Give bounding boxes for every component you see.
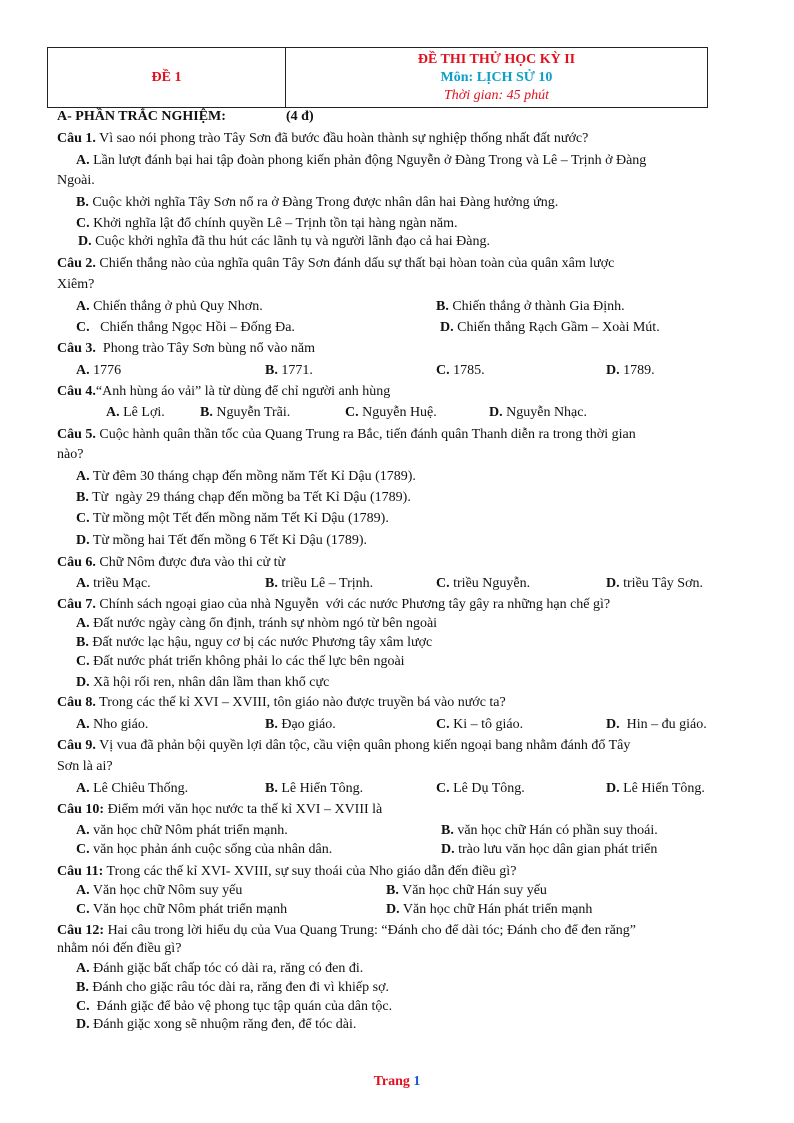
line-text: Cuộc hành quân thần tốc của Quang Trung ra Bắc, tiến đánh quân Thanh diễn ra trong thời gian: [95, 427, 636, 442]
line-label: B.: [436, 299, 449, 314]
page-number: 1: [413, 1074, 421, 1089]
line-text: Chiến thắng Rạch Gầm – Xoài Mút.: [453, 320, 660, 335]
question-line: [76, 653, 405, 671]
question-line: [57, 940, 181, 958]
line-label: B.: [265, 363, 278, 378]
line-text: Lê Lợi.: [119, 405, 165, 420]
question-line: [57, 694, 506, 712]
line-label: A.: [76, 299, 90, 314]
question-line: [76, 510, 389, 528]
line-label: Câu 11:: [57, 864, 104, 879]
question-line: [57, 801, 382, 819]
line-text: Đánh cho giặc râu tóc dài ra, răng đen đi vì khiếp sợ.: [88, 980, 389, 995]
question-line: [76, 319, 295, 337]
line-text: Hin – đu giáo.: [619, 717, 707, 732]
line-label: A.: [76, 717, 90, 732]
line-label: D.: [606, 576, 620, 591]
question-line: [265, 716, 336, 734]
question-line: [76, 998, 392, 1016]
line-label: A.: [76, 961, 90, 976]
question-line: [76, 575, 151, 593]
line-label: D.: [386, 902, 400, 917]
question-line: [106, 404, 165, 422]
line-text: nhằm nói đến điều gì?: [57, 941, 182, 956]
line-text: văn học chữ Hán có phần suy thoái.: [453, 823, 658, 838]
line-text: Văn học chữ Hán suy yếu: [398, 883, 547, 898]
line-text: Đất nước lạc hậu, nguy cơ bị các nước Phương tây xâm lược: [88, 635, 433, 650]
question-line: [76, 468, 416, 486]
question-line: [76, 152, 646, 170]
question-line: [436, 780, 525, 798]
question-line: [76, 215, 457, 233]
line-text: 1776: [89, 363, 122, 378]
question-line: [57, 922, 636, 940]
line-label: Câu 6.: [57, 555, 96, 570]
exam-time: Thời gian: 45 phút: [443, 87, 550, 103]
line-label: Câu 7.: [57, 597, 96, 612]
question-line: [265, 780, 363, 798]
line-text: Cuộc khởi nghĩa đã thu hút các lãnh tụ và người lãnh đạo cả hai Đàng.: [91, 234, 490, 249]
question-line: [76, 841, 332, 859]
question-line: [76, 960, 363, 978]
line-label: D.: [606, 781, 620, 796]
line-label: D.: [606, 363, 620, 378]
question-line: [441, 841, 657, 859]
line-text: Chiến thắng Ngọc Hồi – Đống Đa.: [89, 320, 295, 335]
question-line: [76, 194, 558, 212]
line-text: trào lưu văn học dân gian phát triển: [454, 842, 658, 857]
section-title: A- PHẦN TRẮC NGHIỆM:: [57, 109, 226, 124]
question-line: [606, 575, 703, 593]
line-text: văn học chữ Nôm phát triển mạnh.: [89, 823, 288, 838]
line-label: B.: [265, 781, 278, 796]
line-text: Ki – tô giáo.: [449, 717, 524, 732]
line-text: Lần lượt đánh bại hai tập đoàn phong kiến phản động Nguyễn ở Đàng Trong và Lê – Trịnh ở Đàng: [89, 153, 647, 168]
line-label: Câu 8.: [57, 695, 96, 710]
section-heading: [57, 108, 314, 126]
line-label: D.: [606, 717, 620, 732]
line-label: C.: [436, 363, 450, 378]
line-text: Nguyễn Nhạc.: [502, 405, 587, 420]
line-label: Câu 1.: [57, 131, 96, 146]
line-text: Văn học chữ Nôm suy yếu: [89, 883, 243, 898]
question-line: [57, 172, 95, 190]
line-text: Vì sao nói phong trào Tây Sơn đã bước đầu hoàn thành sự nghiệp thống nhất đất nước?: [95, 131, 589, 146]
line-label: A.: [76, 616, 90, 631]
question-line: [57, 276, 94, 294]
line-label: A.: [76, 781, 90, 796]
question-line: [57, 130, 588, 148]
line-text: 1771.: [277, 363, 313, 378]
question-line: [606, 716, 707, 734]
line-text: Lê Chiêu Thống.: [89, 781, 189, 796]
line-label: A.: [76, 153, 90, 168]
line-text: Chữ Nôm được đưa vào thi cử từ: [95, 555, 286, 570]
line-text: Nho giáo.: [89, 717, 149, 732]
question-line: [76, 716, 148, 734]
line-text: Từ mồng hai Tết đến mồng 6 Tết Kỉ Dậu (1789).: [89, 533, 368, 548]
question-line: [265, 575, 373, 593]
line-label: C.: [436, 717, 450, 732]
question-line: [76, 298, 263, 316]
question-line: [265, 362, 313, 380]
line-label: C.: [76, 216, 90, 231]
exam-title: ĐỀ THI THỬ HỌC KỲ II: [417, 51, 576, 67]
question-line: [441, 822, 658, 840]
line-text: Nguyễn Trãi.: [212, 405, 291, 420]
line-text: Lê Dụ Tông.: [449, 781, 525, 796]
line-label: Câu 12:: [57, 923, 105, 938]
line-text: Chiến thắng ở thành Gia Định.: [448, 299, 625, 314]
question-line: [606, 780, 705, 798]
line-label: D.: [78, 234, 92, 249]
line-label: B.: [265, 576, 278, 591]
line-text: Đạo giáo.: [277, 717, 336, 732]
question-line: [57, 554, 285, 572]
line-text: Nguyễn Huệ.: [358, 405, 437, 420]
question-line: [606, 362, 655, 380]
line-label: A.: [76, 576, 90, 591]
line-text: “Anh hùng áo vải” là từ dùng để chỉ người anh hùng: [95, 384, 391, 399]
question-line: [57, 255, 614, 273]
line-label: Câu 5.: [57, 427, 96, 442]
question-line: [57, 383, 390, 401]
question-line: [76, 634, 432, 652]
line-label: D.: [489, 405, 503, 420]
line-text: Lê Hiển Tông.: [277, 781, 364, 796]
line-label: C.: [76, 902, 90, 917]
question-line: [76, 822, 288, 840]
question-line: [436, 298, 625, 316]
line-label: A.: [76, 363, 90, 378]
question-line: [440, 319, 660, 337]
line-text: Từ đêm 30 tháng chạp đến mồng năm Tết Kỉ Dậu (1789).: [89, 469, 416, 484]
question-line: [57, 596, 610, 614]
question-line: [57, 426, 636, 444]
line-label: D.: [76, 1017, 90, 1032]
question-line: [436, 575, 530, 593]
page-footer: [0, 1074, 794, 1090]
question-line: [76, 979, 389, 997]
line-text: triều Nguyễn.: [449, 576, 531, 591]
line-text: Từ mồng một Tết đến mồng năm Tết Kỉ Dậu (1789).: [89, 511, 389, 526]
question-line: [57, 446, 83, 464]
line-text: Hai câu trong lời hiểu dụ của Vua Quang Trung: “Đánh cho để dài tóc; Đánh cho để đen răng”: [104, 923, 637, 938]
line-label: B.: [76, 490, 89, 505]
line-label: C.: [345, 405, 359, 420]
line-label: C.: [436, 781, 450, 796]
line-text: triều Lê – Trịnh.: [277, 576, 374, 591]
line-text: Văn học chữ Hán phát triển mạnh: [399, 902, 593, 917]
page-label: Trang: [373, 1074, 410, 1089]
line-label: Câu 2.: [57, 256, 96, 271]
line-text: Trong các thế kỉ XVI – XVIII, tôn giáo nào được truyền bá vào nước ta?: [95, 695, 506, 710]
line-text: Sơn là ai?: [57, 759, 113, 774]
question-line: [76, 780, 188, 798]
line-label: Câu 10:: [57, 802, 105, 817]
line-label: B.: [386, 883, 399, 898]
line-label: C.: [76, 320, 90, 335]
line-text: Trong các thế kỉ XVI- XVIII, sự suy thoái của Nho giáo dẫn đến điều gì?: [103, 864, 517, 879]
section-points: (4 đ): [286, 109, 314, 124]
line-text: Phong trào Tây Sơn bùng nổ vào năm: [95, 341, 315, 356]
line-text: Vị vua đã phản bội quyền lợi dân tộc, cầu viện quân phong kiến ngoại bang nhằm đánh đổ Tây: [95, 738, 631, 753]
question-line: [76, 901, 287, 919]
line-text: Chiến thắng nào của nghĩa quân Tây Sơn đánh dấu sự thất bại hòan toàn của quân xâm lược: [95, 256, 615, 271]
question-line: [489, 404, 587, 422]
line-text: Từ ngày 29 tháng chạp đến mồng ba Tết Kỉ Dậu (1789).: [88, 490, 411, 505]
question-line: [57, 863, 516, 881]
question-line: [345, 404, 437, 422]
line-label: B.: [200, 405, 213, 420]
question-line: [436, 362, 485, 380]
line-text: Lê Hiến Tông.: [619, 781, 705, 796]
line-label: C.: [76, 842, 90, 857]
line-label: B.: [76, 635, 89, 650]
question-line: [57, 737, 630, 755]
line-label: A.: [76, 469, 90, 484]
line-text: 1785.: [449, 363, 485, 378]
line-label: D.: [76, 675, 90, 690]
line-label: D.: [440, 320, 454, 335]
line-text: Khởi nghĩa lật đổ chính quyền Lê – Trịnh tồn tại hàng ngàn năm.: [89, 216, 458, 231]
question-line: [76, 1016, 356, 1034]
line-text: Chính sách ngoại giao của nhà Nguyễn với các nước Phương tây gây ra những hạn chế gì?: [95, 597, 611, 612]
question-line: [76, 532, 367, 550]
exam-title-block: [286, 48, 707, 107]
line-label: B.: [76, 980, 89, 995]
line-text: văn học phản ánh cuộc sống của nhân dân.: [89, 842, 333, 857]
question-line: [76, 674, 329, 692]
question-line: [76, 489, 411, 507]
line-text: Xiêm?: [57, 277, 95, 292]
exam-header-box: [47, 47, 708, 108]
line-label: B.: [76, 195, 89, 210]
line-label: B.: [441, 823, 454, 838]
line-label: Câu 4.: [57, 384, 96, 399]
question-line: [76, 882, 242, 900]
line-text: Đánh giặc bất chấp tóc có dài ra, răng có đen đi.: [89, 961, 364, 976]
line-label: C.: [436, 576, 450, 591]
question-line: [436, 716, 523, 734]
line-text: triều Tây Sơn.: [619, 576, 703, 591]
question-line: [386, 882, 547, 900]
line-text: Đất nước ngày càng ổn định, tránh sự nhòm ngó từ bên ngoài: [89, 616, 438, 631]
line-text: Xã hội rối ren, nhân dân lầm than khổ cực: [89, 675, 330, 690]
line-label: A.: [106, 405, 120, 420]
line-text: triều Mạc.: [89, 576, 151, 591]
line-text: Văn học chữ Nôm phát triển mạnh: [89, 902, 288, 917]
line-text: Đánh giặc để bảo vệ phong tục tập quán của dân tộc.: [89, 999, 393, 1014]
line-label: A.: [76, 883, 90, 898]
line-text: Đất nước phát triển không phải lo các thế lực bên ngoài: [89, 654, 405, 669]
line-text: Đánh giặc xong sẽ nhuộm răng đen, để tóc dài.: [89, 1017, 357, 1032]
question-line: [386, 901, 592, 919]
line-text: Điểm mới văn học nước ta thế kỉ XVI – XVIII là: [104, 802, 383, 817]
line-text: 1789.: [619, 363, 655, 378]
question-line: [57, 758, 113, 776]
line-text: Ngoài.: [57, 173, 95, 188]
line-label: Câu 3.: [57, 341, 96, 356]
line-label: B.: [265, 717, 278, 732]
question-line: [57, 340, 315, 358]
line-text: Chiến thắng ở phủ Quy Nhơn.: [89, 299, 263, 314]
line-text: Cuộc khởi nghĩa Tây Sơn nổ ra ở Đàng Trong được nhân dân hai Đàng hưởng ứng.: [88, 195, 559, 210]
question-line: [78, 233, 490, 251]
line-label: Câu 9.: [57, 738, 96, 753]
question-line: [76, 362, 121, 380]
line-label: C.: [76, 999, 90, 1014]
line-label: A.: [76, 823, 90, 838]
question-line: [200, 404, 290, 422]
line-text: nào?: [57, 447, 84, 462]
line-label: C.: [76, 654, 90, 669]
question-line: [76, 615, 437, 633]
exam-code: ĐỀ 1: [48, 48, 286, 107]
exam-subject: Môn: LỊCH SỬ 10: [440, 69, 553, 85]
line-label: D.: [76, 533, 90, 548]
line-label: D.: [441, 842, 455, 857]
line-label: C.: [76, 511, 90, 526]
